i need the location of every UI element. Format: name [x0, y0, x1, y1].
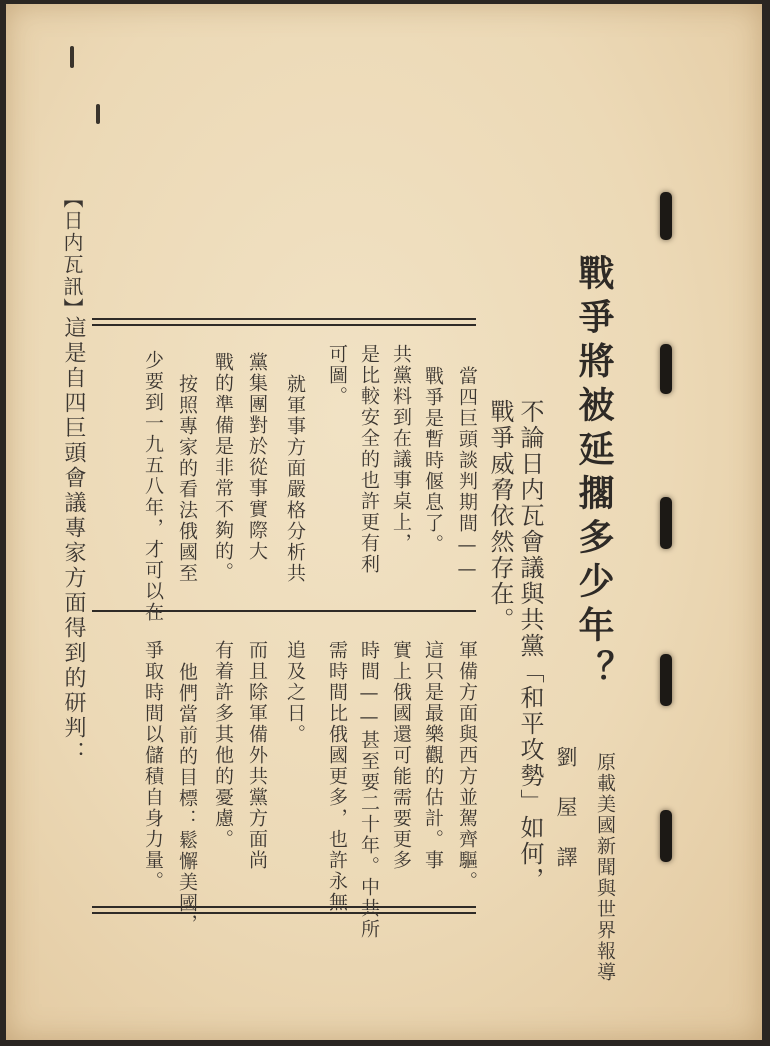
top-block-column: 是比較安全的也許更有利: [358, 344, 380, 575]
top-double-rule: [92, 318, 476, 320]
top-block-column: 黨集團對於從事實際大: [246, 352, 268, 562]
dateline-tag: 【日内瓦訊】: [60, 188, 84, 320]
article-lead-line-2: 戰爭威脅依然存在。: [486, 399, 514, 633]
bottom-block-column: 爭取時間以儲積自身力量。: [142, 640, 164, 892]
top-block-column: 共黨料到在議事桌上，: [390, 344, 412, 554]
dateline-text: 這是自四巨頭會議專家方面得到的研判：: [61, 316, 86, 766]
article-lead-line-1: 不論日内瓦會議與共黨「和平攻勢」如何，: [516, 399, 544, 893]
stain-speck: [96, 104, 100, 124]
binding-hole-1: [660, 192, 672, 240]
stain-speck: [70, 46, 74, 68]
binding-hole-2: [660, 344, 672, 394]
magazine-page: [6, 4, 762, 1040]
top-block-column: 戰的準備是非常不夠的。: [212, 352, 234, 583]
bottom-block-column: 有着許多其他的憂慮。: [212, 640, 234, 850]
top-double-rule: [92, 324, 476, 326]
article-translator: 劉 屋 譯: [554, 746, 578, 871]
article-source: 原載美國新聞與世界報導: [594, 752, 616, 983]
bottom-block-column: 追及之日。: [284, 640, 306, 745]
top-block-column: 少要到一九五八年，才可以在: [142, 350, 164, 623]
top-block-column: 當四巨頭談判期間——: [456, 366, 478, 582]
article-title: 戰爭將被延擱多少年？: [573, 254, 615, 694]
binding-hole-4: [660, 654, 672, 706]
bottom-block-column: 軍備方面與西方並駕齊驅。: [456, 640, 478, 892]
bottom-double-rule: [92, 912, 476, 914]
bottom-block-column: 這只是最樂觀的估計。事: [422, 640, 444, 871]
top-block-column: 戰爭是暫時偃息了。: [422, 366, 444, 555]
top-block-column: 可圖。: [326, 344, 348, 407]
binding-hole-5: [660, 810, 672, 862]
bottom-block-column: 需時間比俄國更多，也許永無: [326, 640, 348, 913]
bottom-double-rule: [92, 906, 476, 908]
bottom-block-column: 實上俄國還可能需要更多: [390, 640, 412, 871]
binding-hole-3: [660, 497, 672, 549]
bottom-block-column: 他們當前的目標：鬆懈美國，: [176, 662, 198, 935]
bottom-block-column: 而且除軍備外共黨方面尚: [246, 640, 268, 871]
top-block-column: 按照專家的看法俄國至: [176, 374, 198, 584]
bottom-block-column: 時間——甚至要二十年。中共所: [358, 640, 380, 940]
top-block-column: 就軍事方面嚴格分析共: [284, 374, 306, 584]
